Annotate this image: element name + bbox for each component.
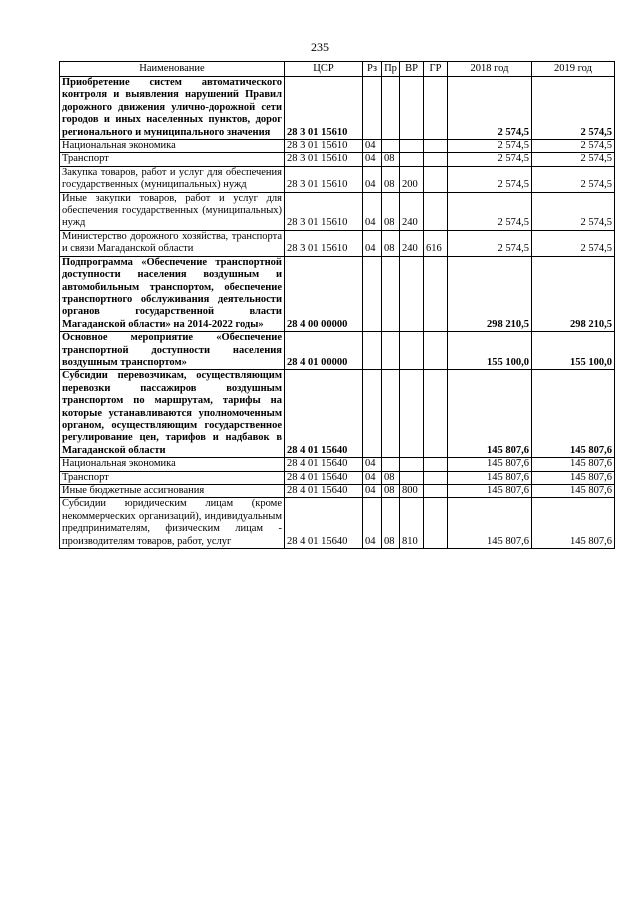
row-vr (400, 153, 424, 166)
row-2018: 155 100,0 (448, 332, 532, 370)
row-gr (424, 471, 448, 484)
table-header-row (60, 62, 615, 77)
row-gr (424, 332, 448, 370)
row-name: Подпрограмма «Обеспечение транспортной доступности населения воздушным и автомобильным транспортом, обеспечение транспортного обслуживания деятельности органов государственной власти Магаданской области» на 2014-2022 годы» (60, 256, 285, 331)
row-vr (400, 140, 424, 153)
table-row (60, 471, 615, 484)
row-pr (382, 332, 400, 370)
row-gr (424, 370, 448, 458)
row-2018: 145 807,6 (448, 498, 532, 549)
row-vr: 800 (400, 485, 424, 498)
row-pr (382, 140, 400, 153)
row-2019: 2 574,5 (532, 166, 615, 192)
row-gr (424, 77, 448, 140)
row-2018: 298 210,5 (448, 256, 532, 331)
row-2019: 145 807,6 (532, 471, 615, 484)
table-row (60, 166, 615, 192)
row-csr: 28 3 01 15610 (285, 153, 363, 166)
row-2018: 145 807,6 (448, 471, 532, 484)
row-2018: 2 574,5 (448, 192, 532, 230)
row-csr: 28 4 01 15640 (285, 370, 363, 458)
row-rz: 04 (363, 153, 382, 166)
table-row (60, 485, 615, 498)
row-csr: 28 4 01 15640 (285, 498, 363, 549)
row-2018: 2 574,5 (448, 77, 532, 140)
row-vr (400, 332, 424, 370)
row-name: Министерство дорожного хозяйства, транспорта и связи Магаданской области (60, 230, 285, 256)
row-2019: 145 807,6 (532, 458, 615, 471)
row-csr: 28 3 01 15610 (285, 77, 363, 140)
row-2018: 145 807,6 (448, 458, 532, 471)
row-pr (382, 256, 400, 331)
row-gr (424, 166, 448, 192)
row-gr (424, 458, 448, 471)
row-2019: 145 807,6 (532, 485, 615, 498)
row-vr: 240 (400, 192, 424, 230)
table-row (60, 230, 615, 256)
row-rz (363, 77, 382, 140)
row-vr (400, 77, 424, 140)
row-pr: 08 (382, 192, 400, 230)
row-gr (424, 140, 448, 153)
row-name: Иные закупки товаров, работ и услуг для обеспечения государственных (муниципальных) нужд (60, 192, 285, 230)
row-gr (424, 192, 448, 230)
row-name: Основное мероприятие «Обеспечение транспортной доступности населения воздушным транспортом» (60, 332, 285, 370)
row-vr: 810 (400, 498, 424, 549)
row-name: Субсидии перевозчикам, осуществляющим перевозки пассажиров воздушным транспортом по маршрутам, тарифы на которые устанавливаются уполномоченным органом, осуществляющим государственное регулирование цен, тарифов и надбавок в Магаданской области (60, 370, 285, 458)
row-name: Приобретение систем автоматического контроля и выявления нарушений Правил дорожного движения улично-дорожной сети городов и иных населенных пунктов, дорог регионального и муниципального значения (60, 77, 285, 140)
header-pr: Пр (382, 62, 400, 77)
row-2019: 2 574,5 (532, 192, 615, 230)
row-rz: 04 (363, 471, 382, 484)
row-2019: 2 574,5 (532, 140, 615, 153)
row-2018: 2 574,5 (448, 230, 532, 256)
row-rz: 04 (363, 192, 382, 230)
row-2019: 298 210,5 (532, 256, 615, 331)
row-vr (400, 256, 424, 331)
row-2019: 2 574,5 (532, 153, 615, 166)
row-rz (363, 256, 382, 331)
row-2018: 2 574,5 (448, 153, 532, 166)
row-rz: 04 (363, 230, 382, 256)
header-2019: 2019 год (532, 62, 615, 77)
row-gr (424, 485, 448, 498)
header-name: Наименование (60, 62, 285, 77)
header-2018: 2018 год (448, 62, 532, 77)
row-vr (400, 370, 424, 458)
row-rz (363, 332, 382, 370)
row-gr (424, 256, 448, 331)
row-name: Закупка товаров, работ и услуг для обеспечения государственных (муниципальных) нужд (60, 166, 285, 192)
row-2019: 2 574,5 (532, 77, 615, 140)
row-pr: 08 (382, 166, 400, 192)
row-csr: 28 3 01 15610 (285, 140, 363, 153)
row-name: Транспорт (60, 153, 285, 166)
row-csr: 28 3 01 15610 (285, 166, 363, 192)
row-2019: 145 807,6 (532, 370, 615, 458)
row-rz (363, 370, 382, 458)
header-vr: ВР (400, 62, 424, 77)
row-vr: 200 (400, 166, 424, 192)
table-row (60, 256, 615, 331)
row-2019: 2 574,5 (532, 230, 615, 256)
header-gr: ГР (424, 62, 448, 77)
row-csr: 28 3 01 15610 (285, 192, 363, 230)
row-vr: 240 (400, 230, 424, 256)
row-rz: 04 (363, 458, 382, 471)
row-2018: 145 807,6 (448, 485, 532, 498)
row-csr: 28 4 01 00000 (285, 332, 363, 370)
row-pr: 08 (382, 230, 400, 256)
row-pr: 08 (382, 498, 400, 549)
table-row (60, 458, 615, 471)
row-vr (400, 471, 424, 484)
row-2018: 2 574,5 (448, 166, 532, 192)
row-2019: 145 807,6 (532, 498, 615, 549)
row-name: Субсидии юридическим лицам (кроме некоммерческих организаций), индивидуальным предпринимателям, физическим лицам - производителям товаров, работ, услуг (60, 498, 285, 549)
row-pr: 08 (382, 153, 400, 166)
row-name: Иные бюджетные ассигнования (60, 485, 285, 498)
row-vr (400, 458, 424, 471)
row-csr: 28 4 01 15640 (285, 458, 363, 471)
table-row (60, 77, 615, 140)
table-row (60, 498, 615, 549)
row-pr (382, 370, 400, 458)
header-rz: Рз (363, 62, 382, 77)
row-rz: 04 (363, 485, 382, 498)
row-rz: 04 (363, 498, 382, 549)
row-gr (424, 498, 448, 549)
row-2019: 155 100,0 (532, 332, 615, 370)
row-name: Национальная экономика (60, 458, 285, 471)
table-row (60, 370, 615, 458)
row-rz: 04 (363, 166, 382, 192)
table-row (60, 192, 615, 230)
row-csr: 28 3 01 15610 (285, 230, 363, 256)
header-csr: ЦСР (285, 62, 363, 77)
row-gr: 616 (424, 230, 448, 256)
row-csr: 28 4 01 15640 (285, 471, 363, 484)
row-pr (382, 458, 400, 471)
row-csr: 28 4 00 00000 (285, 256, 363, 331)
row-rz: 04 (363, 140, 382, 153)
row-name: Национальная экономика (60, 140, 285, 153)
row-2018: 145 807,6 (448, 370, 532, 458)
row-csr: 28 4 01 15640 (285, 485, 363, 498)
row-name: Транспорт (60, 471, 285, 484)
table-row (60, 332, 615, 370)
row-gr (424, 153, 448, 166)
row-pr (382, 77, 400, 140)
row-2018: 2 574,5 (448, 140, 532, 153)
row-pr: 08 (382, 485, 400, 498)
table-row (60, 140, 615, 153)
table-row (60, 153, 615, 166)
row-pr: 08 (382, 471, 400, 484)
budget-table (59, 61, 615, 549)
page-number: 235 (311, 40, 329, 54)
